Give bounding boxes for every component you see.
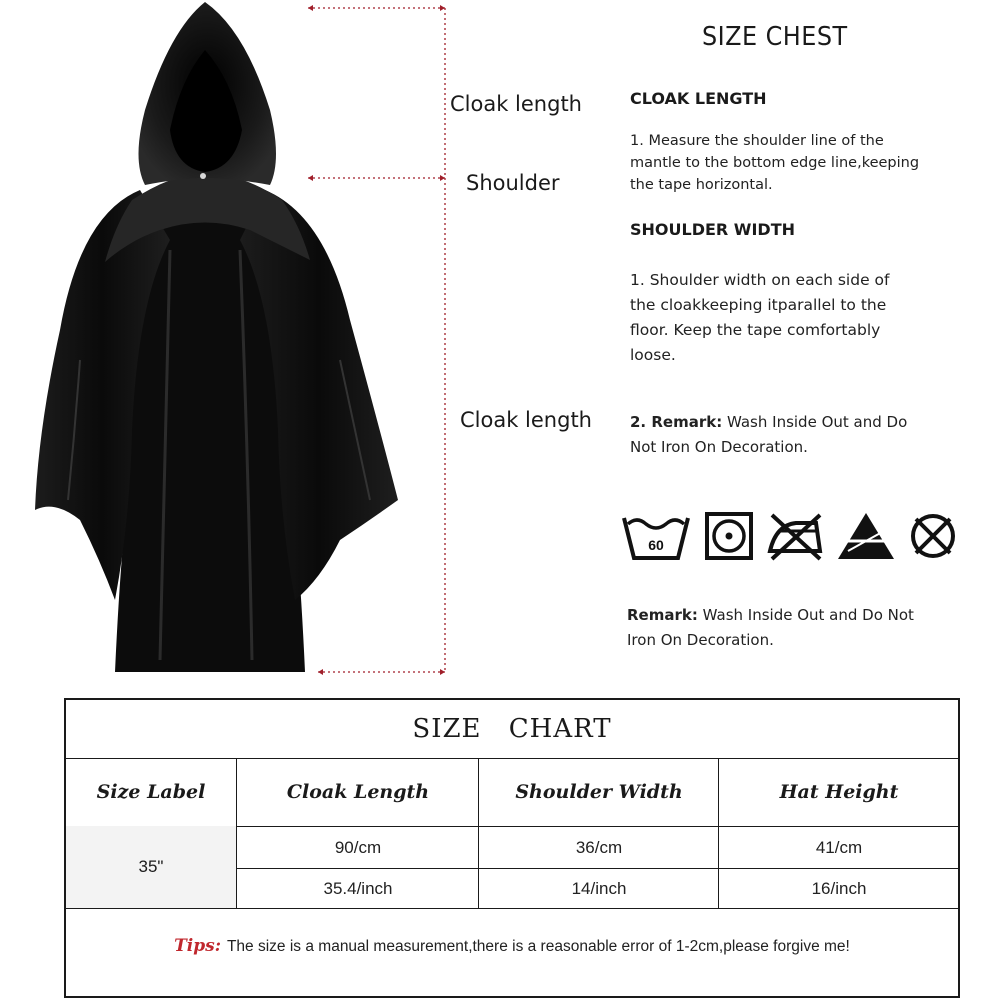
remark-label: Remark:	[627, 606, 698, 624]
header-shoulder-width: Shoulder Width	[515, 781, 683, 803]
tips-text: The size is a manual measurement,there is a reasonable error of 1-2cm,please forgive me!	[226, 938, 850, 955]
size-label-value: 35"	[66, 826, 236, 908]
table-divider	[66, 908, 958, 909]
table-divider	[718, 758, 719, 908]
remark-wash-2	[627, 603, 947, 653]
table-divider	[236, 758, 237, 908]
table-divider	[66, 758, 958, 759]
remark-wash-1	[630, 410, 930, 460]
hat-height-cm: 41/cm	[815, 838, 863, 857]
size-chart-title: SIZE CHART	[412, 714, 612, 744]
hat-height-inch: 16/inch	[811, 878, 867, 898]
header-size-label: Size Label	[96, 781, 206, 803]
bleach-icon	[836, 511, 896, 561]
cloak-length-heading: CLOAK LENGTH	[630, 89, 767, 108]
cloak-length-label-top: Cloak length	[450, 92, 582, 116]
care-icons	[620, 508, 958, 564]
size-chart-table	[64, 698, 960, 998]
shoulder-width-inch: 14/inch	[571, 878, 627, 898]
size-chest-title: SIZE CHEST	[702, 22, 848, 52]
remark-text: Wash Inside Out and Do Not Iron On Decoration.	[630, 413, 908, 456]
no-dryclean-icon	[908, 511, 958, 561]
measurement-guides	[290, 0, 460, 690]
header-hat-height: Hat Height	[779, 781, 899, 803]
header-cloak-length: Cloak Length	[286, 781, 430, 803]
table-divider	[478, 758, 479, 908]
tips-note	[66, 936, 958, 956]
shoulder-width-heading: SHOULDER WIDTH	[630, 220, 795, 239]
cloak-length-cm: 90/cm	[334, 838, 382, 857]
tips-label: Tips:	[174, 936, 221, 956]
remark-text: Wash Inside Out and Do Not Iron On Decoration.	[627, 606, 914, 649]
shoulder-width-cm: 36/cm	[575, 838, 623, 857]
shoulder-label: Shoulder	[466, 171, 560, 195]
remark-label: 2. Remark:	[630, 413, 723, 431]
no-iron-icon	[766, 511, 824, 561]
wash-temp-text: 60	[648, 537, 664, 553]
tumble-dry-icon	[704, 511, 754, 561]
cloak-length-instructions: 1. Measure the shoulder line of the mantle to the bottom edge line,keeping the tape horizontal.	[630, 133, 920, 193]
cloak-length-inch: 35.4/inch	[323, 878, 393, 898]
cloak-length-label-mid: Cloak length	[460, 408, 592, 432]
wash-60-icon	[620, 508, 692, 564]
shoulder-width-instructions: 1. Shoulder width on each side of the cloakkeeping itparallel to the floor. Keep the tape comfortably loose.	[630, 271, 890, 364]
